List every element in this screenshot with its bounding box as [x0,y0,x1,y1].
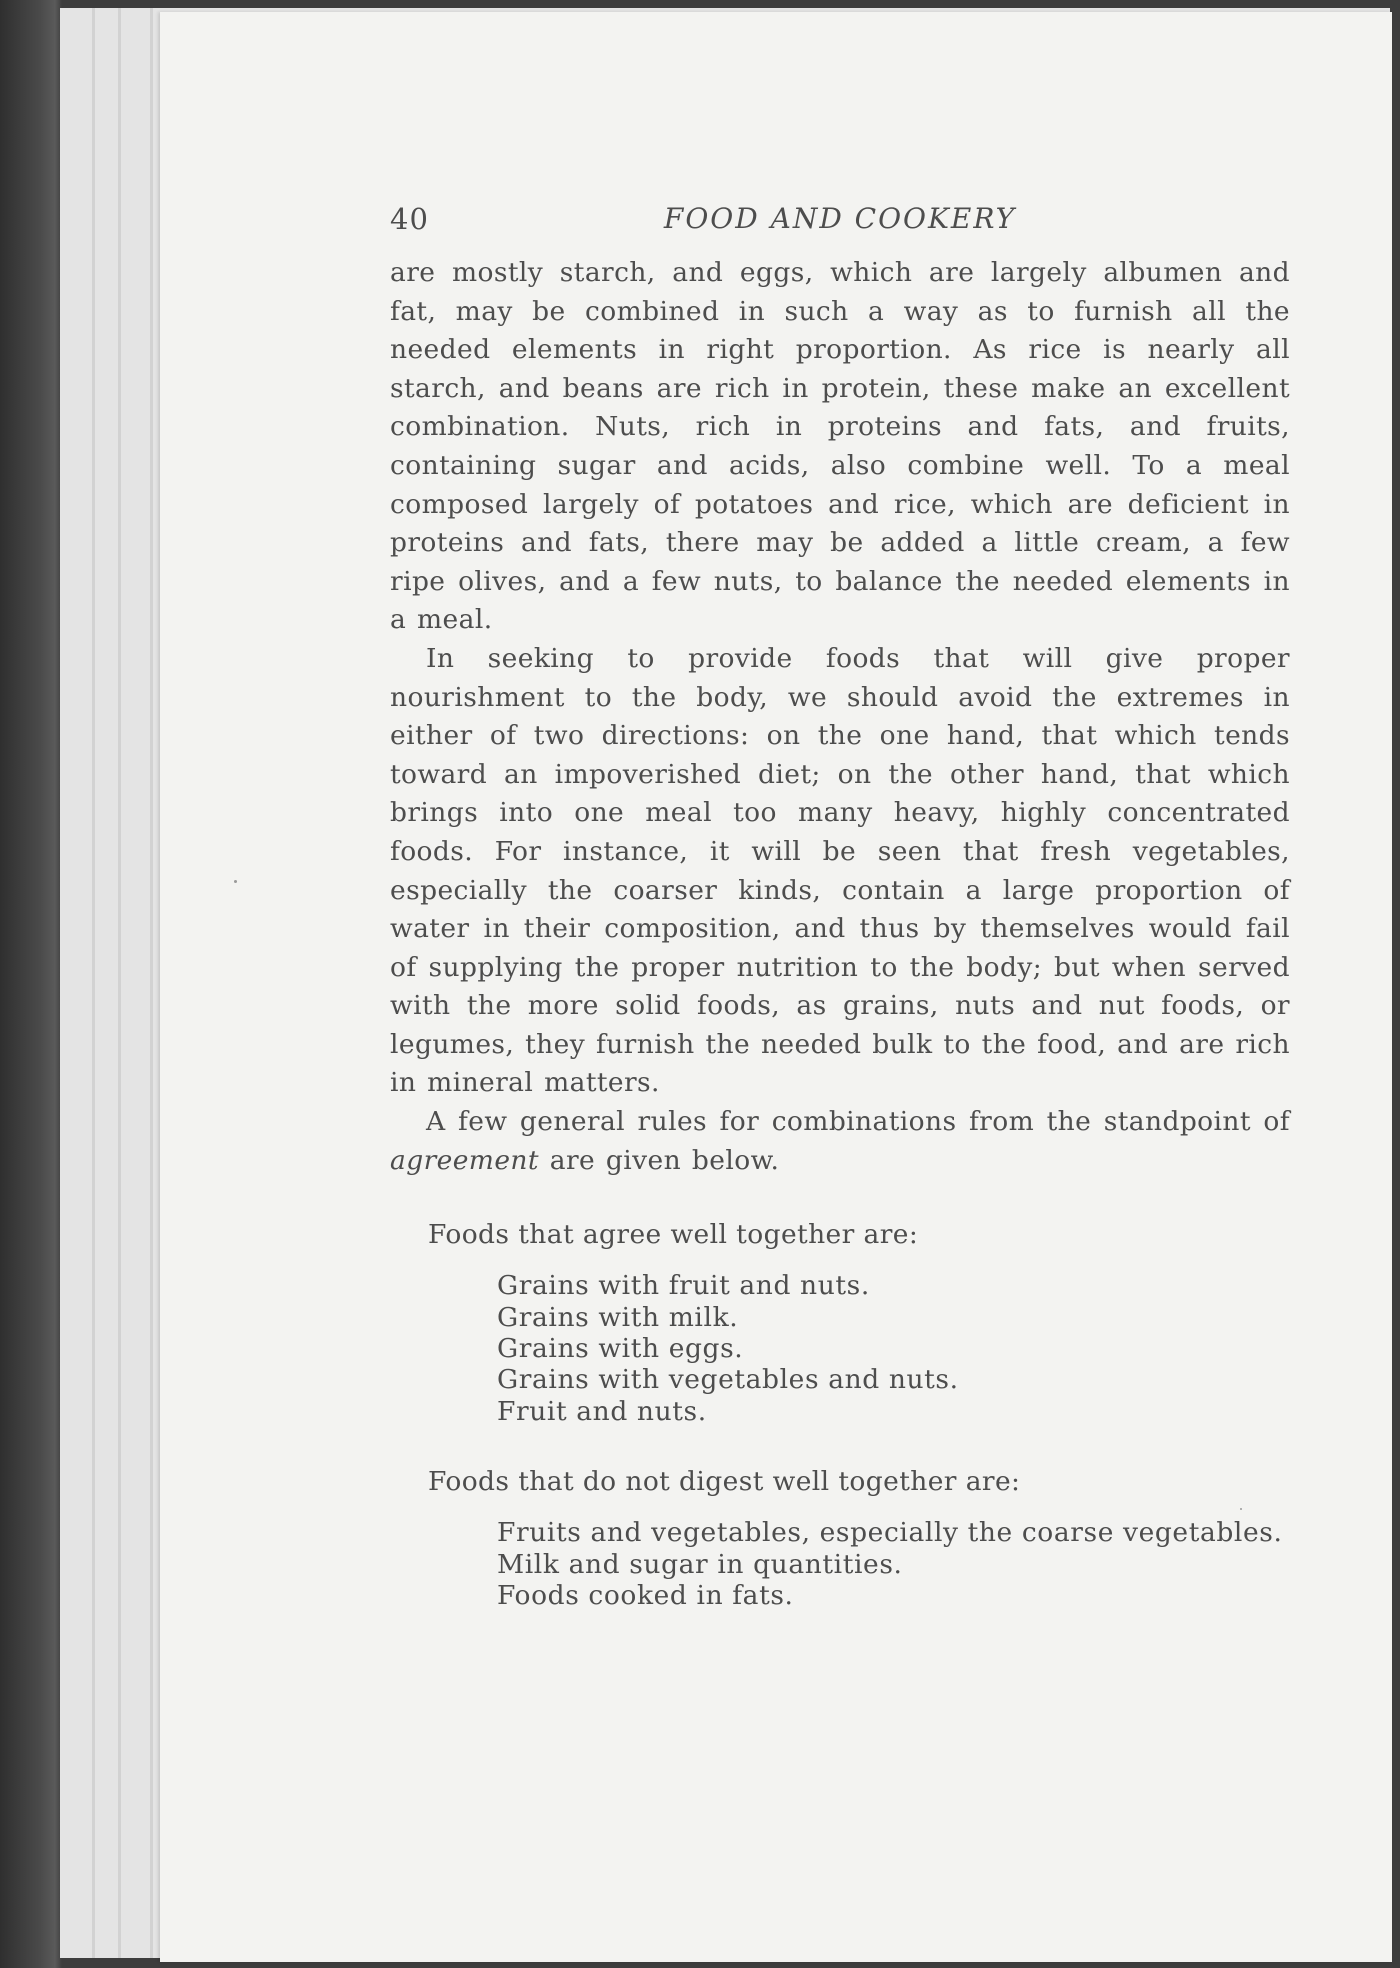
rules-intro-text: A few general rules for combinations from the standpoint of [426,1106,1290,1138]
page-edge [118,8,121,1958]
agree-list [497,1270,1290,1427]
book-page [160,12,1392,1962]
paper-speck [234,880,237,883]
list-item: Grains with eggs. [497,1333,744,1365]
book-title: FOOD AND COOKERY [663,202,1017,235]
running-head [390,194,1290,242]
page-edge [150,8,153,1958]
list-item: Grains with vegetables and nuts. [497,1364,959,1396]
list-item: Grains with milk. [497,1301,739,1333]
agree-lead: Foods that agree well together are: [428,1219,919,1251]
paragraph: are mostly starch, and eggs, which are largely albumen and fat, may be combined in such a way as to furnish all the needed elements in right proportion. As rice is nearly all starch, and beans are rich in protein, these make an excellent combination. Nuts, rich in proteins and fats, and fruits, containing sugar and acids, also combine well. To a meal composed largely of potatoes and rice, which are deficient in proteins and fats, there may be added a little cream, a few ripe olives, and a few nuts, to balance the needed elements in a meal. [390,257,1290,636]
list-item: Fruits and vegetables, especially the coarse vegetables. [497,1517,1283,1549]
page-number: 40 [390,202,429,236]
list-item: Grains with fruit and nuts. [497,1270,870,1302]
list-item: Milk and sugar in quantities. [497,1548,903,1580]
disagree-list [497,1517,1290,1611]
paragraph: In seeking to provide foods that will give proper nourishment to the body, we should avoid the extremes in either of two directions: on the one hand, that which tends toward an impoverished diet; on the other hand, that which brings into one meal too many heavy, highly concentrated foods. For instance, it will be seen that fresh vegetables, especially the coarser kinds, contain a large proportion of water in their composition, and thus by themselves would fail of supplying the proper nutrition to the body; but when served with the more solid foods, as grains, nuts and nut foods, or legumes, they furnish the needed bulk to the food, and are rich in mineral matters. [390,642,1290,1099]
rules-intro-text: are given below. [538,1144,780,1176]
emphasis-word: agreement [390,1144,539,1176]
list-item: Foods cooked in fats. [497,1580,794,1612]
rules-intro-paragraph [390,1103,1290,1180]
page-text [390,194,1290,1612]
disagree-lead: Foods that do not digest well together are: [428,1466,1021,1498]
page-edge [92,8,95,1958]
list-item: Fruit and nuts. [497,1395,707,1427]
